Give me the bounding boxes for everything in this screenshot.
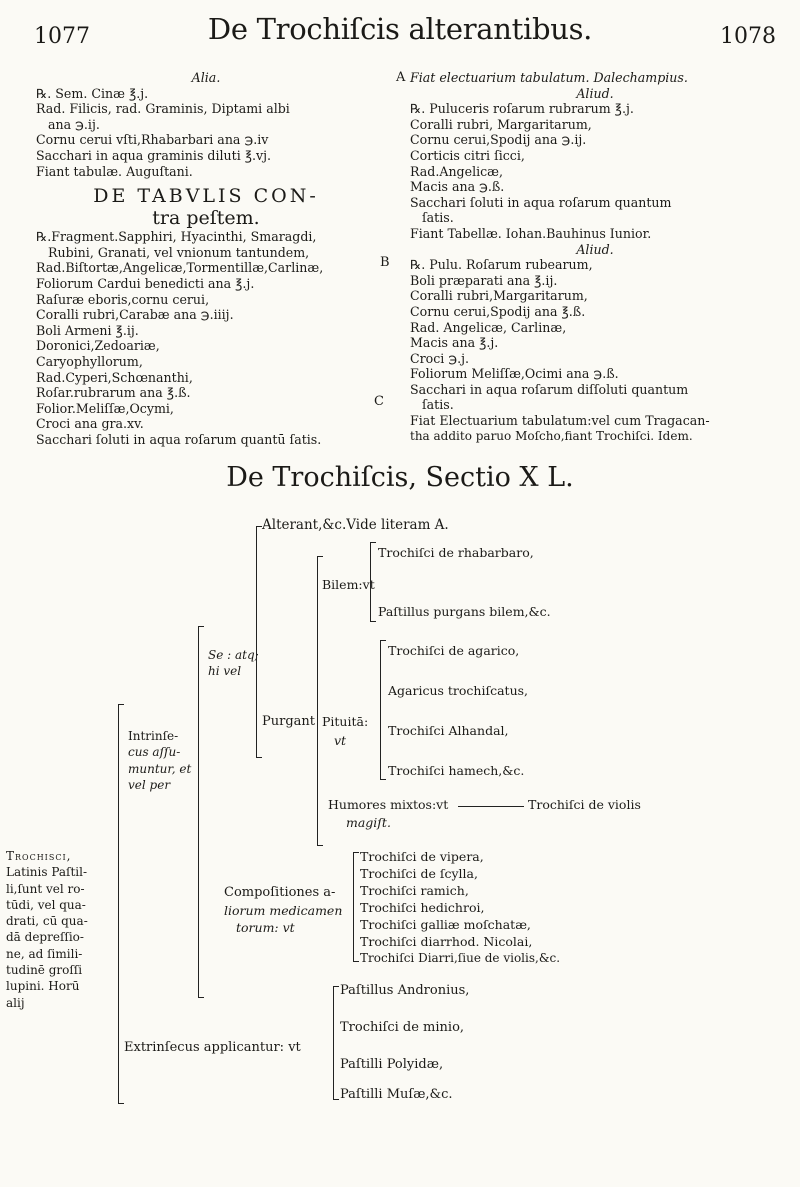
recipe-line: Caryophyllorum, xyxy=(36,353,143,369)
humores-item: magiſt. xyxy=(346,815,391,830)
compositiones-item: Trochiſci ramich, xyxy=(360,883,469,898)
recipe-line: Sacchari ſoluti in aqua roſarum quantum xyxy=(410,194,672,210)
branch-line: cus aſſu- xyxy=(128,745,181,760)
recipe-line: Boli Armeni ℥.ij. xyxy=(36,322,139,338)
recipe-line: Roſar.rubrarum ana ℥.ß. xyxy=(36,385,191,401)
recipe-line: Rubini, Granati, vel vnionum tantundem, xyxy=(48,244,310,260)
recipe-line: ſatis. xyxy=(422,397,454,413)
branch-line: hi vel xyxy=(208,664,242,679)
root-line: dā depreſſio- xyxy=(6,930,84,945)
pituita-item: Trochiſci de agarico, xyxy=(388,643,520,658)
recipe-line: Coralli rubri,Margaritarum, xyxy=(410,288,588,304)
left-column xyxy=(36,70,376,447)
root-entry xyxy=(6,848,88,1011)
extrinsecus-item: Paſtilli Muſæ,&c. xyxy=(340,1087,453,1102)
bilem-item: Paſtillus purgans bilem,&c. xyxy=(378,604,551,619)
intrinsecus-brace xyxy=(198,626,199,998)
recipe-line: Coralli rubri, Margaritarum, xyxy=(410,116,592,132)
page-title: De Trochiſcis alterantibus. xyxy=(207,12,593,46)
recipe-line: Cornu cerui,Spodij ana ℥.ß. xyxy=(410,303,586,319)
recipe-heading: Alia. xyxy=(191,70,221,85)
recipe-line: Cornu cerui vſti,Rhabarbari ana ℈.iv xyxy=(36,132,269,148)
recipe-line: Macis ana ℥.j. xyxy=(410,335,499,351)
purgant-brace xyxy=(317,556,318,846)
humores-item: Trochiſci de violis xyxy=(528,797,641,812)
compositiones-label: liorum medicamen xyxy=(224,903,343,918)
compositiones-item: Trochiſci de ſcylla, xyxy=(360,866,478,881)
recipe-heading: Aliud. xyxy=(576,85,614,101)
extrinsecus-item: Paſtilli Polyidæ, xyxy=(340,1057,444,1072)
section-heading: De Trochiſcis, Sectio X L. xyxy=(226,462,574,493)
recipe-line: Doronici,Zedoariæ, xyxy=(36,338,160,354)
branch-line: Se : atq; xyxy=(208,648,259,662)
recipe-line: Fiat Electuarium tabulatum:vel cum Tragacan- xyxy=(410,413,710,429)
purgant-label: Purgant xyxy=(262,714,316,729)
recipe-line: Sacchari in aqua roſarum diſſoluti quantum xyxy=(410,381,689,397)
recipe-line: Foliorum Meliſſæ,Ocimi ana ℈.ß. xyxy=(410,366,619,382)
pituita-item: Trochiſci Alhandal, xyxy=(388,723,509,738)
section-title-continued: tra peſtem. xyxy=(152,207,260,230)
recipe-line: Foliorum Cardui benedicti ana ℥.j. xyxy=(36,275,255,291)
intrinsecus-entry xyxy=(128,728,191,793)
humores-label: Humores mixtos:vt xyxy=(328,797,449,812)
root-brace xyxy=(118,704,119,1104)
compositiones-item: Trochiſci diarrhod. Nicolai, xyxy=(360,934,533,949)
recipe-line: ℞. Pulu. Roſarum rubearum, xyxy=(410,257,593,273)
bilem-item: Trochiſci de rhabarbaro, xyxy=(378,545,534,560)
pituita-brace xyxy=(380,640,381,780)
alterant-line: Alterant,&c.Vide literam A. xyxy=(262,517,449,533)
recipe-line: Rad.Angelicæ, xyxy=(410,163,504,179)
recipe-line: Fiant Tabellæ. Iohan.Bauhinus Iunior. xyxy=(410,225,652,241)
root-line: drati, cū qua- xyxy=(6,914,88,929)
recipe-line: tha addito paruo Moſcho,fiant Trochiſci. Idem. xyxy=(410,428,693,443)
pituita-label: Pituitā: xyxy=(322,714,369,729)
section-title: DE TABVLIS CON- xyxy=(93,185,319,208)
margin-letter-c: C xyxy=(374,394,384,409)
root-line: alij xyxy=(6,995,25,1010)
recipe-line: Folior.Meliſſæ,Ocymi, xyxy=(36,400,174,416)
branch-line: muntur, et xyxy=(128,761,192,776)
compositiones-item: Trochiſci hedichroi, xyxy=(360,900,485,915)
pituita-item: Agaricus trochiſcatus, xyxy=(388,683,529,698)
recipe-line: Boli præparati ana ℥.ij. xyxy=(410,272,558,288)
recipe-line: Croci ℈.j. xyxy=(410,350,470,366)
root-line: tūdi, vel qua- xyxy=(6,897,86,912)
bilem-label: Bilem:vt xyxy=(322,577,375,592)
recipe-line: ℞. Puluceris roſarum rubrarum ℥.j. xyxy=(410,101,634,117)
compositiones-item: Trochiſci galliæ moſchatæ, xyxy=(360,917,531,932)
pituita-item: Trochiſci hamech,&c. xyxy=(388,763,525,778)
root-line: Trochisci, xyxy=(6,849,72,863)
extrinsecus-item: Paſtillus Andronius, xyxy=(340,983,470,998)
recipe-line: Macis ana ℈.ß. xyxy=(410,179,505,195)
recipe-line: Rad. Filicis, rad. Graminis, Diptami albi xyxy=(36,101,290,117)
root-line: Latinis Paſtil- xyxy=(6,865,88,880)
root-line: ne, ad ſimili- xyxy=(6,946,83,961)
recipe-line: Raſuræ eboris,cornu cerui, xyxy=(36,291,210,307)
extrinsecus-label: Extrinſecus applicantur: vt xyxy=(124,1040,301,1055)
recipe-line: Rad.Cyperi,Schœnanthi, xyxy=(36,369,193,385)
pituita-label: vt xyxy=(334,733,347,748)
recipe-line: ℞.Fragment.Sapphiri, Hyacinthi, Smaragdi, xyxy=(36,229,317,245)
recipe-line: Croci ana gra.xv. xyxy=(36,416,144,432)
root-line: tudinē groſſi xyxy=(6,963,83,978)
branch-line: vel per xyxy=(128,777,171,792)
recipe-line: Coralli rubri,Carabæ ana ℈.iiij. xyxy=(36,307,234,323)
page-number-left: 1077 xyxy=(34,24,90,49)
compositiones-item: Trochiſci de vipera, xyxy=(360,849,484,864)
recipe-line: Fiant tabulæ. Auguſtani. xyxy=(36,163,193,179)
recipe-line: Fiat electuarium tabulatum. Dalechampius. xyxy=(410,70,688,85)
compositiones-item: Trochiſci Diarri,ſiue de violis,&c. xyxy=(360,951,561,965)
margin-letter-b: B xyxy=(380,255,390,270)
compositiones-label: torum: vt xyxy=(236,920,295,935)
recipe-line: ℞. Sem. Cinæ ℥.j. xyxy=(36,85,149,101)
margin-letter-a: A xyxy=(396,70,406,85)
se-brace xyxy=(256,526,257,758)
se-entry xyxy=(208,647,259,680)
extrinsecus-brace xyxy=(333,986,334,1100)
page-number-right: 1078 xyxy=(720,24,776,49)
recipe-line: Sacchari ſoluti in aqua roſarum quantū ſatis. xyxy=(36,431,322,447)
recipe-line: Rad.Biſtortæ,Angelicæ,Tormentillæ,Carlinæ, xyxy=(36,260,324,276)
branch-line: Intrinſe- xyxy=(128,729,179,743)
compositiones-brace xyxy=(353,852,354,962)
bilem-brace xyxy=(370,542,371,622)
recipe-line: Cornu cerui,Spodij ana ℈.ij. xyxy=(410,132,587,148)
extrinsecus-item: Trochiſci de minio, xyxy=(340,1020,465,1035)
recipe-line: Rad. Angelicæ, Carlinæ, xyxy=(410,319,567,335)
recipe-line: ana ℈.ij. xyxy=(48,116,100,132)
root-line: lupini. Horū xyxy=(6,979,80,994)
root-line: li,ſunt vel ro- xyxy=(6,881,85,896)
recipe-heading: Aliud. xyxy=(576,241,614,257)
right-column xyxy=(410,70,780,444)
humores-dash xyxy=(458,806,524,807)
recipe-line: ſatis. xyxy=(422,210,454,226)
compositiones-label: Compoſitiones a- xyxy=(224,885,336,900)
recipe-line: Corticis citri ſicci, xyxy=(410,147,525,163)
recipe-line: Sacchari in aqua graminis diluti ℥.vj. xyxy=(36,147,272,163)
